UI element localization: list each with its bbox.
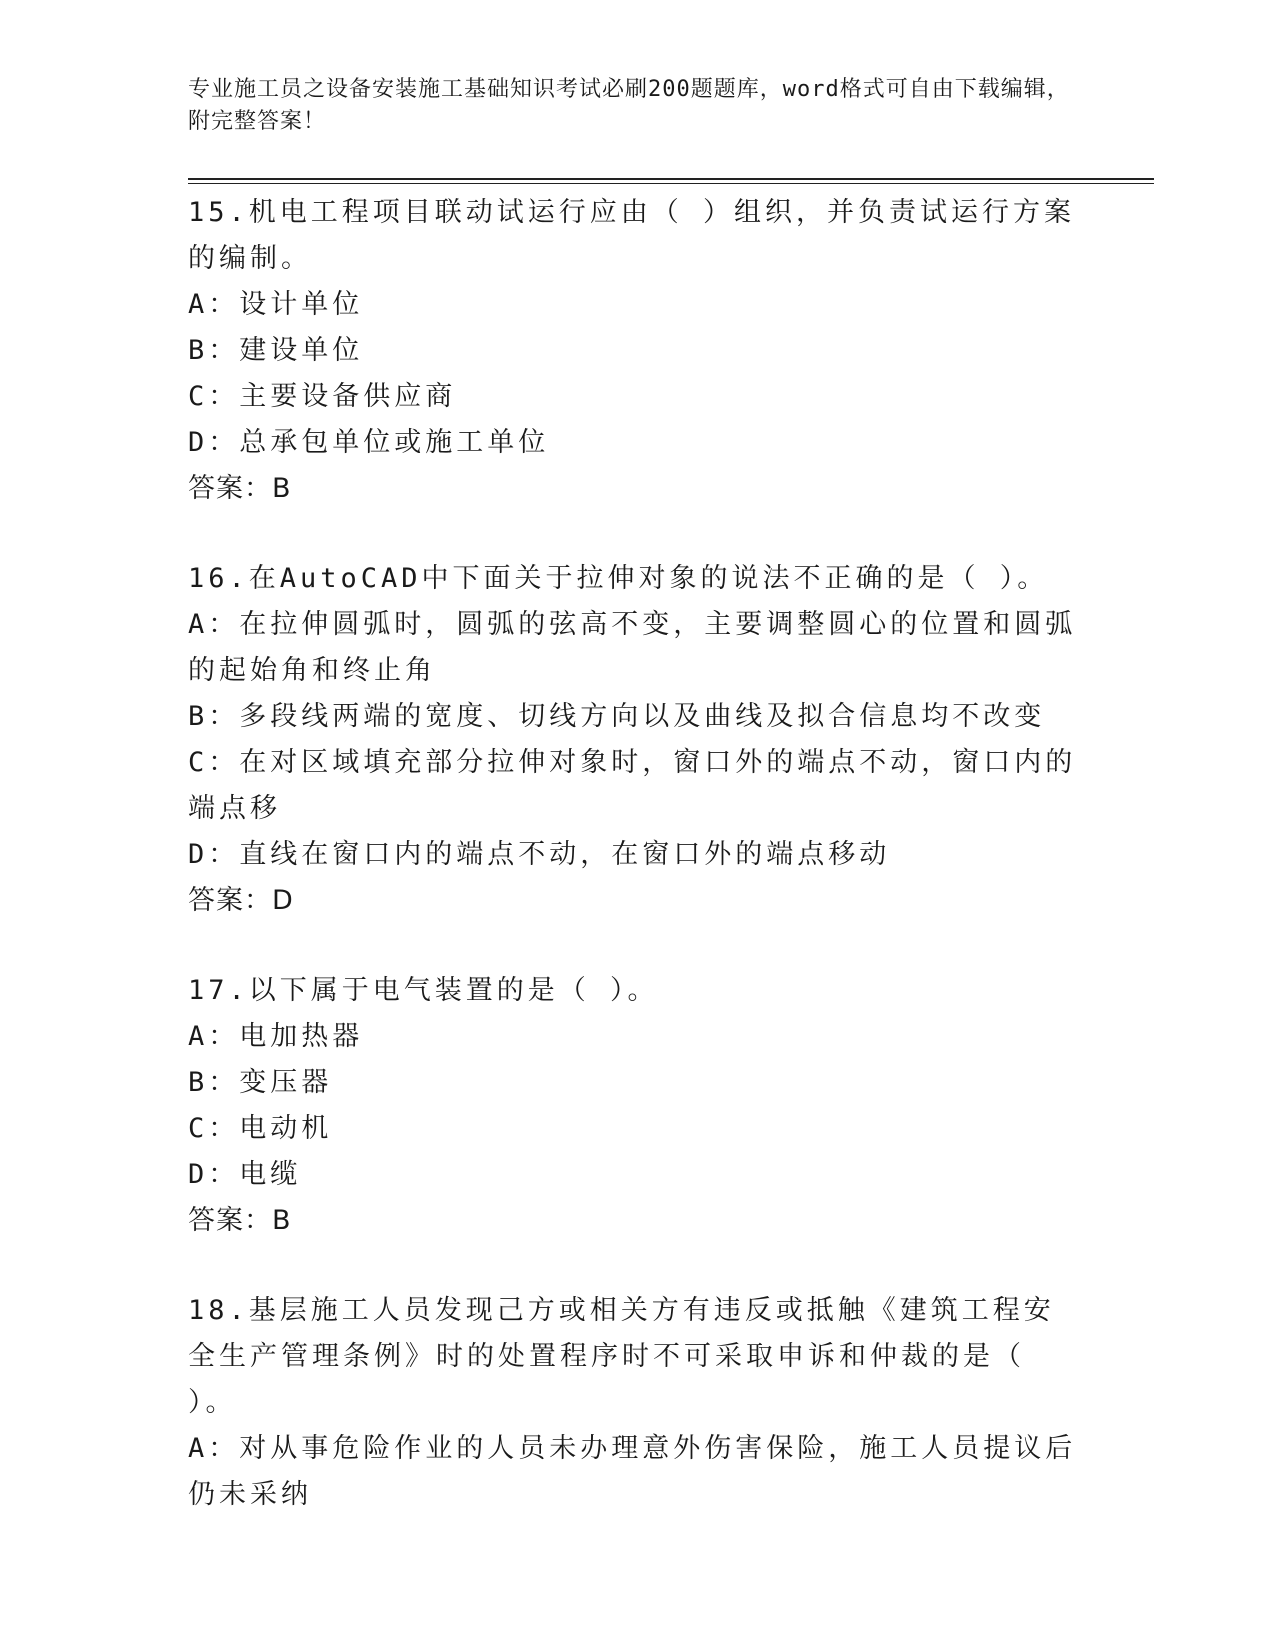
option-b: B：建设单位 xyxy=(188,335,364,366)
question-stem: 18.基层施工人员发现己方或相关方有违反或抵触《建筑工程安全生产管理条例》时的处置程序时不可采取申诉和仲裁的是（ ）。 xyxy=(188,1295,1055,1418)
option-a: A：在拉伸圆弧时，圆弧的弦高不变，主要调整圆心的位置和圆弧的起始角和终止角 xyxy=(188,609,1077,686)
header-divider-thin xyxy=(188,183,1154,184)
answer-label: 答案：B xyxy=(188,1205,292,1236)
question-16 xyxy=(188,556,1078,924)
option-d: D：总承包单位或施工单位 xyxy=(188,427,550,458)
question-18 xyxy=(188,1288,1078,1518)
option-d: D：电缆 xyxy=(188,1159,302,1190)
option-a: A：设计单位 xyxy=(188,289,364,320)
option-b: B：多段线两端的宽度、切线方向以及曲线及拟合信息均不改变 xyxy=(188,701,1046,732)
option-c: C：在对区域填充部分拉伸对象时，窗口外的端点不动，窗口内的端点移 xyxy=(188,747,1077,824)
option-c: C：主要设备供应商 xyxy=(188,381,457,412)
question-stem: 15.机电工程项目联动试运行应由（ ）组织，并负责试运行方案的编制。 xyxy=(188,197,1076,274)
option-a: A：对从事危险作业的人员未办理意外伤害保险，施工人员提议后仍未采纳 xyxy=(188,1433,1077,1510)
answer-label: 答案：B xyxy=(188,473,292,504)
option-b: B：变压器 xyxy=(188,1067,333,1098)
header-divider-thick xyxy=(188,178,1154,180)
question-stem: 16.在AutoCAD中下面关于拉伸对象的说法不正确的是（ ）。 xyxy=(188,563,1049,594)
question-17 xyxy=(188,968,1078,1244)
question-15 xyxy=(188,190,1078,512)
option-d: D：直线在窗口内的端点不动，在窗口外的端点移动 xyxy=(188,839,891,870)
question-list xyxy=(188,190,1078,1562)
option-c: C：电动机 xyxy=(188,1113,333,1144)
document-title: 专业施工员之设备安装施工基础知识考试必刷200题题库，word格式可自由下载编辑，附完整答案！ xyxy=(188,77,1070,134)
question-stem: 17.以下属于电气装置的是（ ）。 xyxy=(188,975,659,1006)
document-header xyxy=(188,74,1088,138)
answer-label: 答案：D xyxy=(188,885,294,916)
option-a: A：电加热器 xyxy=(188,1021,364,1052)
